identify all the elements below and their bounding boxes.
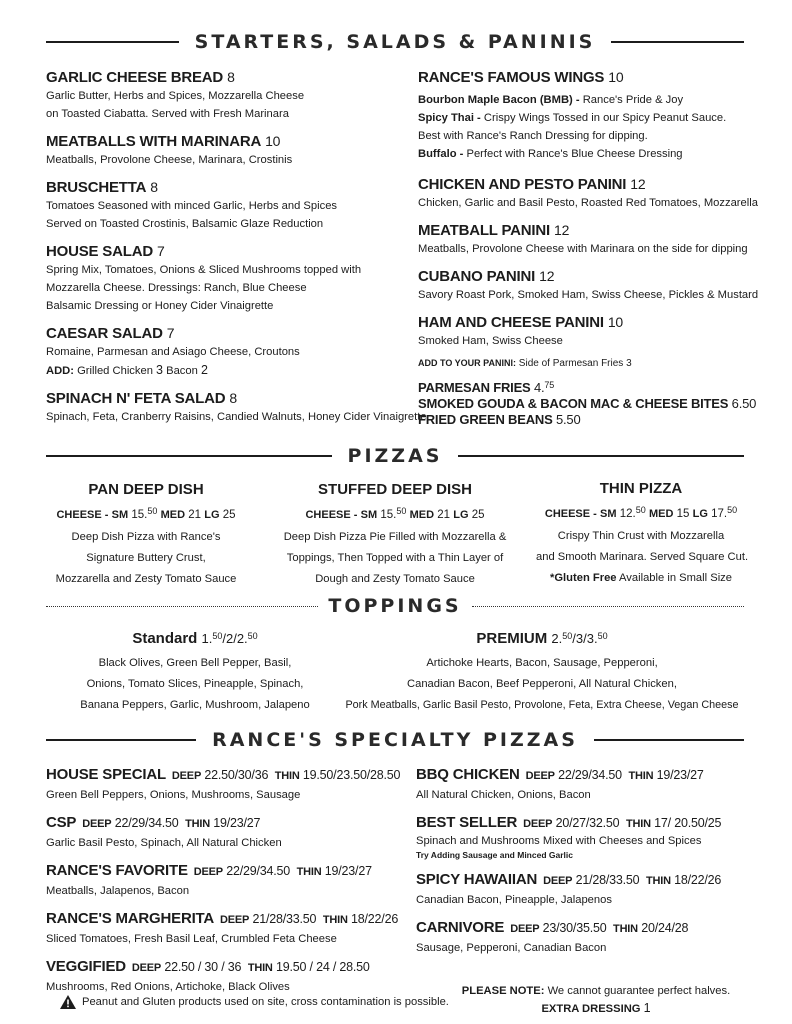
item-desc: Spring Mix, Tomatoes, Onions & Sliced Mushrooms topped with <box>46 264 362 276</box>
item-price: 8 <box>229 390 237 406</box>
specialty-pizza <box>46 765 416 804</box>
header-rule <box>46 739 196 741</box>
tier-price-cents: 50 <box>562 631 573 641</box>
thin-label: THIN <box>247 962 273 974</box>
gluten-free-note <box>536 568 746 589</box>
section-title: PIZZAS <box>347 445 443 467</box>
topping-tier <box>64 626 326 649</box>
size-label: SM <box>360 509 378 521</box>
topping-line: Artichoke Hearts, Bacon, Sausage, Pepperoni, <box>426 657 658 669</box>
topping-tier <box>336 626 748 649</box>
flavor-label: Bourbon Maple Bacon (BMB) - <box>418 94 580 106</box>
halves-note <box>416 983 776 1018</box>
item-price: 10 <box>607 314 623 330</box>
wing-flavor <box>418 109 758 127</box>
size-price: 17. <box>711 508 728 520</box>
size-label: CHEESE - <box>544 508 597 520</box>
item-desc: Mozzarella Cheese. Dressings: Ranch, Blue Cheese <box>46 282 307 294</box>
item-desc: Mushrooms, Red Onions, Artichoke, Black Olives <box>46 981 290 993</box>
thin-label: THIN <box>185 818 210 830</box>
thin-label: THIN <box>645 875 671 887</box>
wing-flavor <box>418 91 758 109</box>
size-label: LG <box>692 508 708 520</box>
sides-list <box>418 377 758 428</box>
deep-prices: 22.50 / 30 / 36 <box>164 960 242 974</box>
item-name: FRIED GREEN BEANS <box>418 412 553 427</box>
header-rule <box>458 455 744 457</box>
specialty-pizza <box>416 813 756 861</box>
item-name: SPINACH N' FETA SALAD <box>46 390 226 407</box>
menu-item <box>46 389 427 426</box>
wing-flavor <box>418 145 758 163</box>
thin-label: THIN <box>274 770 300 782</box>
deep-label: DEEP <box>82 818 112 830</box>
deep-prices: 21/28/33.50 <box>252 912 317 926</box>
tier-name: Standard <box>132 630 198 647</box>
item-desc: Sliced Tomatoes, Fresh Basil Leaf, Crumbled Feta Cheese <box>46 933 337 945</box>
topping-line: Banana Peppers, Garlic, Mushroom, Jalapeno <box>80 699 310 711</box>
thin-prices: 20/24/28 <box>641 921 689 935</box>
item-price: 10 <box>608 69 624 85</box>
item-desc: Spinach and Mushrooms Mixed with Cheeses and Spices <box>416 835 702 847</box>
item-name: PARMESAN FRIES <box>418 380 531 395</box>
topping-line: Canadian Bacon, Beef Pepperoni, All Natural Chicken, <box>407 678 677 690</box>
addon-text: Grilled Chicken <box>77 365 153 377</box>
tier-price-cents: 50 <box>597 631 608 641</box>
item-desc: Smoked Ham, Swiss Cheese <box>418 335 563 347</box>
flavor-text: Perfect with Rance's Blue Cheese Dressing <box>466 148 683 160</box>
header-rule <box>594 739 744 741</box>
header-rule <box>46 455 332 457</box>
item-desc: Chicken, Garlic and Basil Pesto, Roasted Red Tomatoes, Mozzarella <box>418 197 758 209</box>
specialty-pizza <box>46 957 416 996</box>
item-price: 5.50 <box>555 412 581 427</box>
size-price-cents: 50 <box>727 505 738 515</box>
size-label: MED <box>648 508 674 520</box>
item-desc: All Natural Chicken, Onions, Bacon <box>416 789 591 801</box>
toppings-standard <box>64 626 326 716</box>
item-name: HOUSE SALAD <box>46 243 153 260</box>
item-name: HAM AND CHEESE PANINI <box>418 314 604 331</box>
size-price: 25 <box>222 509 236 521</box>
side-item <box>418 412 758 428</box>
deep-prices: 22/29/34.50 <box>226 864 291 878</box>
item-desc: Sausage, Pepperoni, Canadian Bacon <box>416 942 607 954</box>
specialty-pizza <box>416 870 756 909</box>
pizza-desc: Deep Dish Pizza Pie Filled with Mozzarella & <box>283 531 507 543</box>
item-name: CARNIVORE <box>416 919 505 936</box>
toppings-header <box>46 595 744 617</box>
pizza-sizes <box>46 502 246 524</box>
deep-label: DEEP <box>171 770 202 782</box>
size-price-cents: 50 <box>396 506 407 516</box>
item-name: HOUSE SPECIAL <box>46 766 166 783</box>
item-desc: Spinach, Feta, Cranberry Raisins, Candied Walnuts, Honey Cider Vinaigrette <box>46 411 427 423</box>
thin-prices: 19/23/27 <box>324 864 372 878</box>
item-price: 7 <box>166 325 175 341</box>
flavor-label: Spicy Thai - <box>418 112 481 124</box>
addon-price: 3 <box>156 363 163 377</box>
deep-label: DEEP <box>131 962 162 974</box>
toppings-premium <box>336 626 748 716</box>
pizza-pan-deep-dish <box>46 480 246 590</box>
item-desc: Green Bell Peppers, Onions, Mushrooms, Sausage <box>46 789 301 801</box>
thin-prices: 18/22/26 <box>351 912 399 926</box>
item-note: Try Adding Sausage and Minced Garlic <box>416 850 573 860</box>
specialty-left-column <box>46 765 416 1005</box>
menu-item <box>46 242 406 315</box>
item-name: RANCE'S FAMOUS WINGS <box>418 69 605 86</box>
addon-label: ADD TO YOUR PANINI: <box>418 358 517 368</box>
item-desc: Garlic Basil Pesto, Spinach, All Natural Chicken <box>46 837 282 849</box>
item-price: 12 <box>630 176 646 192</box>
item-desc: Served on Toasted Crostinis, Balsamic Glaze Reduction <box>46 218 324 230</box>
size-label: LG <box>453 509 469 521</box>
starters-header <box>46 31 744 53</box>
section-title: TOPPINGS <box>328 595 462 617</box>
item-name: GARLIC CHEESE BREAD <box>46 69 224 86</box>
addon-price: 2 <box>200 363 208 377</box>
pizza-name: THIN PIZZA <box>599 480 683 497</box>
size-price: 21 <box>188 509 202 521</box>
item-price: 10 <box>265 133 281 149</box>
tier-price-cents: 50 <box>247 631 258 641</box>
warning-text: Peanut and Gluten products used on site, cross contamination is possible. <box>82 996 449 1008</box>
specialty-header <box>46 729 744 751</box>
thin-prices: 19.50/23.50/28.50 <box>302 768 401 782</box>
tier-price: /3/3. <box>572 631 598 646</box>
thin-prices: 19/23/27 <box>656 768 704 782</box>
warning-icon <box>60 995 76 1009</box>
menu-item <box>46 178 406 233</box>
item-name: SPICY HAWAIIAN <box>416 871 538 888</box>
deep-label: DEEP <box>193 866 223 878</box>
allergen-warning <box>60 995 449 1009</box>
thin-label: THIN <box>625 818 651 830</box>
item-name: BRUSCHETTA <box>46 179 147 196</box>
item-price: 8 <box>150 179 158 195</box>
addon-line <box>46 361 406 380</box>
menu-item <box>46 132 406 169</box>
specialty-pizza <box>416 918 756 957</box>
item-desc: Savory Roast Pork, Smoked Ham, Swiss Cheese, Pickles & Mustard <box>418 289 759 301</box>
item-price-cents: 75 <box>544 380 555 390</box>
menu-item <box>46 324 406 380</box>
header-rule <box>472 606 744 607</box>
item-desc: Canadian Bacon, Pineapple, Jalapenos <box>416 894 612 906</box>
extra-dressing-label: EXTRA DRESSING <box>541 1003 641 1015</box>
item-price: 7 <box>156 243 165 259</box>
thin-label: THIN <box>322 914 348 926</box>
pizza-desc: Mozzarella and Zesty Tomato Sauce <box>55 573 237 585</box>
size-price-cents: 50 <box>635 505 646 515</box>
thin-prices: 18/22/26 <box>674 873 722 887</box>
deep-prices: 20/27/32.50 <box>555 816 620 830</box>
item-name: SMOKED GOUDA & BACON MAC & CHEESE BITES <box>418 396 729 411</box>
item-desc: Meatballs, Provolone Cheese with Marinara on the side for dipping <box>418 243 748 255</box>
thin-label: THIN <box>628 770 654 782</box>
size-label: MED <box>160 509 186 521</box>
deep-label: DEEP <box>523 818 553 830</box>
topping-line: Black Olives, Green Bell Pepper, Basil, <box>98 657 292 669</box>
addon-text: Bacon <box>166 365 198 377</box>
note-text: We cannot guarantee perfect halves. <box>547 985 731 997</box>
size-label: CHEESE - <box>305 509 358 521</box>
specialty-pizza <box>416 765 756 804</box>
item-name: MEATBALL PANINI <box>418 222 550 239</box>
topping-line: Onions, Tomato Slices, Pineapple, Spinach, <box>86 678 304 690</box>
item-name: CUBANO PANINI <box>418 268 536 285</box>
section-title: STARTERS, SALADS & PANINIS <box>194 31 596 53</box>
item-desc: Tomatoes Seasoned with minced Garlic, Herbs and Spices <box>46 200 338 212</box>
item-name: RANCE'S MARGHERITA <box>46 910 215 927</box>
pizzas-header <box>46 445 744 467</box>
size-label: SM <box>111 509 129 521</box>
addon-text: Side of Parmesan Fries <box>518 358 624 369</box>
starters-left-column <box>46 68 427 435</box>
tier-price-cents: 50 <box>212 631 223 641</box>
item-desc: Romaine, Parmesan and Asiago Cheese, Croutons <box>46 346 300 358</box>
pizza-name: STUFFED DEEP DISH <box>318 481 472 498</box>
menu-item <box>418 221 758 258</box>
flavor-text: Crispy Wings Tossed in our Spicy Peanut Sauce. <box>483 112 727 124</box>
pizza-thin <box>536 479 749 589</box>
item-name: VEGGIFIED <box>46 958 126 975</box>
topping-line: Pork Meatballs, Garlic Basil Pesto, Provolone, Feta, Extra Cheese, Vegan Cheese <box>345 699 739 711</box>
extra-dressing-price: 1 <box>643 1001 651 1015</box>
thin-label: THIN <box>613 923 638 935</box>
flavor-text: Rance's Pride & Joy <box>582 94 684 106</box>
flavor-label: Buffalo - <box>418 148 464 160</box>
pizza-desc: Deep Dish Pizza with Rance's <box>71 531 221 543</box>
item-name: MEATBALLS WITH MARINARA <box>46 133 262 150</box>
size-price: 25 <box>471 509 485 521</box>
pizza-desc: Crispy Thin Crust with Mozzarella <box>557 530 725 542</box>
menu-item <box>46 68 406 123</box>
deep-prices: 22/29/34.50 <box>114 816 179 830</box>
tier-price: /2/2. <box>222 631 248 646</box>
specialty-pizza <box>46 813 416 852</box>
wings-item <box>418 68 758 163</box>
size-price: 15 <box>676 508 690 520</box>
header-rule <box>46 41 179 43</box>
item-name: BBQ CHICKEN <box>416 766 520 783</box>
header-rule <box>611 41 744 43</box>
thin-prices: 19/23/27 <box>213 816 261 830</box>
item-name: CAESAR SALAD <box>46 325 163 342</box>
size-label: CHEESE - <box>56 509 109 521</box>
pizza-desc: Toppings, Then Topped with a Thin Layer of <box>286 552 504 564</box>
menu-item <box>418 267 758 304</box>
item-name: BEST SELLER <box>416 814 518 831</box>
pizza-name: PAN DEEP DISH <box>88 481 204 498</box>
item-desc: on Toasted Ciabatta. Served with Fresh Marinara <box>46 108 289 120</box>
size-label: LG <box>204 509 220 521</box>
size-price: 12. <box>619 508 636 520</box>
tier-name: PREMIUM <box>476 630 548 647</box>
item-desc: Meatballs, Jalapenos, Bacon <box>46 885 190 897</box>
item-name: RANCE'S FAVORITE <box>46 862 188 879</box>
deep-prices: 22/29/34.50 <box>558 768 622 782</box>
specialty-pizza <box>46 909 416 948</box>
starters-right-column <box>418 68 758 428</box>
deep-prices: 22.50/30/36 <box>204 768 269 782</box>
menu-item <box>418 175 758 212</box>
addon-label: ADD: <box>46 365 74 377</box>
section-title: RANCE'S SPECIALTY PIZZAS <box>212 729 578 751</box>
pizza-stuffed-deep-dish <box>279 480 511 590</box>
tier-price: 1. <box>201 631 213 646</box>
deep-label: DEEP <box>543 875 573 887</box>
pizza-desc: and Smooth Marinara. Served Square Cut. <box>536 551 749 563</box>
thin-prices: 17/ 20.50/25 <box>654 816 722 830</box>
panini-addon <box>418 354 758 373</box>
deep-label: DEEP <box>220 914 250 926</box>
size-price: 15. <box>380 509 397 521</box>
side-item <box>418 377 758 396</box>
item-desc: Meatballs, Provolone Cheese, Marinara, Crostinis <box>46 154 293 166</box>
size-label: MED <box>409 509 435 521</box>
pizza-desc: Signature Buttery Crust, <box>86 552 206 564</box>
item-price: 6.50 <box>731 396 757 411</box>
gluten-free-text: Available in Small Size <box>619 572 732 584</box>
size-label: SM <box>600 508 617 520</box>
specialty-pizza <box>46 861 416 900</box>
size-price-cents: 50 <box>147 506 158 516</box>
gluten-free-label: *Gluten Free <box>550 572 617 584</box>
deep-prices: 21/28/33.50 <box>575 873 640 887</box>
addon-price: 3 <box>626 358 632 369</box>
pizza-desc: Dough and Zesty Tomato Sauce <box>315 573 475 585</box>
deep-label: DEEP <box>525 770 555 782</box>
pizza-sizes <box>536 501 746 523</box>
wing-flavor <box>418 127 758 145</box>
item-name: CSP <box>46 814 77 831</box>
specialty-right-column <box>416 765 756 966</box>
item-desc: Balsamic Dressing or Honey Cider Vinaigrette <box>46 300 274 312</box>
header-rule <box>46 606 318 607</box>
tier-price: 2. <box>551 631 563 646</box>
side-item <box>418 396 758 412</box>
item-desc: Garlic Butter, Herbs and Spices, Mozzarella Cheese <box>46 90 305 102</box>
thin-prices: 19.50 / 24 / 28.50 <box>275 960 370 974</box>
item-name: CHICKEN AND PESTO PANINI <box>418 176 627 193</box>
menu-item <box>418 313 758 350</box>
size-price: 15. <box>131 509 148 521</box>
size-price: 21 <box>437 509 451 521</box>
note-label: PLEASE NOTE: <box>461 985 545 997</box>
deep-prices: 23/30/35.50 <box>542 921 607 935</box>
item-price: 12 <box>554 222 570 238</box>
thin-label: THIN <box>296 866 322 878</box>
item-price: 8 <box>227 69 235 85</box>
item-price: 12 <box>539 268 555 284</box>
item-price: 4. <box>533 380 545 395</box>
deep-label: DEEP <box>510 923 540 935</box>
pizza-sizes <box>279 502 511 524</box>
flavor-text: Best with Rance's Ranch Dressing for dipping. <box>418 130 648 142</box>
